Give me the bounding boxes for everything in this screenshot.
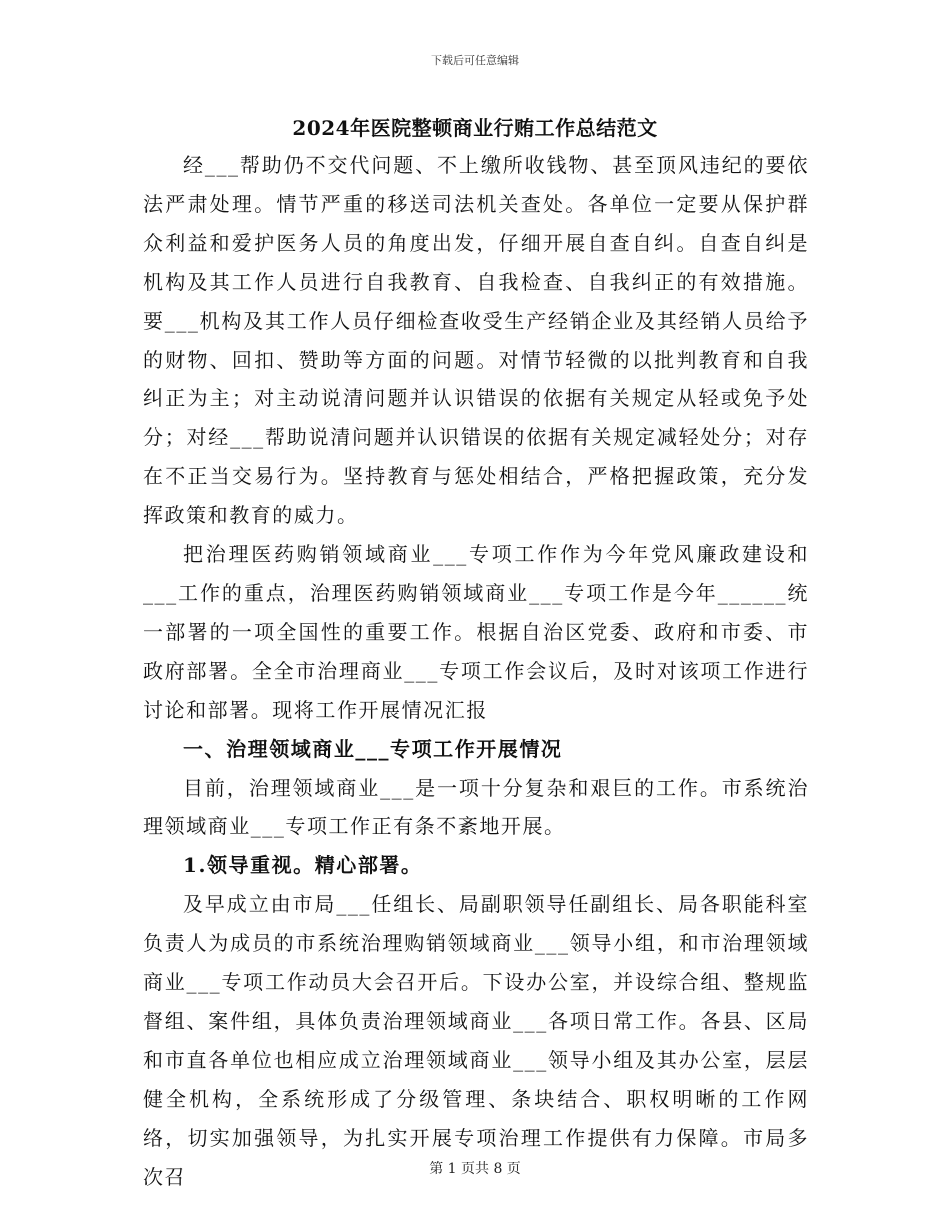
paragraph-3: 目前，治理领域商业___是一项十分复杂和艰巨的工作。市系统治理领域商业___专项工作正有条不紊地开展。 [143,775,809,839]
paragraph-2: 把治理医药购销领域商业___专项工作作为今年党风廉政建设和___工作的重点，治理医药购销领域商业___专项工作是今年______统一部署的一项全国性的重要工作。根据自治区党委、政府和市委、市政府部署。全全市治理商业___专项工作会议后，及时对该项工作进行讨论和部署。现将工作开展情况汇报 [143,542,809,722]
paragraph-4: 及早成立由市局___任组长、局副职领导任副组长、局各职能科室负责人为成员的市系统治理购销领域商业___领导小组，和市治理领域商业___专项工作动员大会召开后。下设办公室，并设综合组、整规监督组、案件组，具体负责治理领域商业___各项日常工作。各县、区局和市直各单位也相应成立治理领域商业___领导小组及其办公室，层层健全机构，全系统形成了分级管理、条块结合、职权明晰的工作网络，切实加强领导，为扎实开展专项治理工作提供有力保障。市局多次召 [143,892,809,1189]
paragraph-1: 经___帮助仍不交代问题、不上缴所收钱物、甚至顶风违纪的要依法严肃处理。情节严重的移送司法机关查处。各单位一定要从保护群众利益和爱护医务人员的角度出发，仔细开展自查自纠。自查自纠是机构及其工作人员进行自我教育、自我检查、自我纠正的有效措施。要___机构及其工作人员仔细检查收受生产经销企业及其经销人员给予的财物、回扣、赞助等方面的问题。对情节轻微的以批判教育和自我纠正为主；对主动说清问题并认识错误的依据有关规定从轻或免予处分；对经___帮助说清问题并认识错误的依据有关规定减轻处分；对存在不正当交易行为。坚持教育与惩处相结合，严格把握政策，充分发挥政策和教育的威力。 [143,153,809,528]
subsection-heading-1: 1.领导重视。精心部署。 [183,853,423,878]
section-heading-1: 一、治理领域商业___专项工作开展情况 [183,736,563,761]
page-footer: 第 1 页共 8 页 [429,1161,521,1177]
document-body [143,146,809,1196]
document-title: 2024年医院整顿商业行贿工作总结范文 [292,116,658,140]
header-note: 下载后可任意编辑 [431,54,519,67]
